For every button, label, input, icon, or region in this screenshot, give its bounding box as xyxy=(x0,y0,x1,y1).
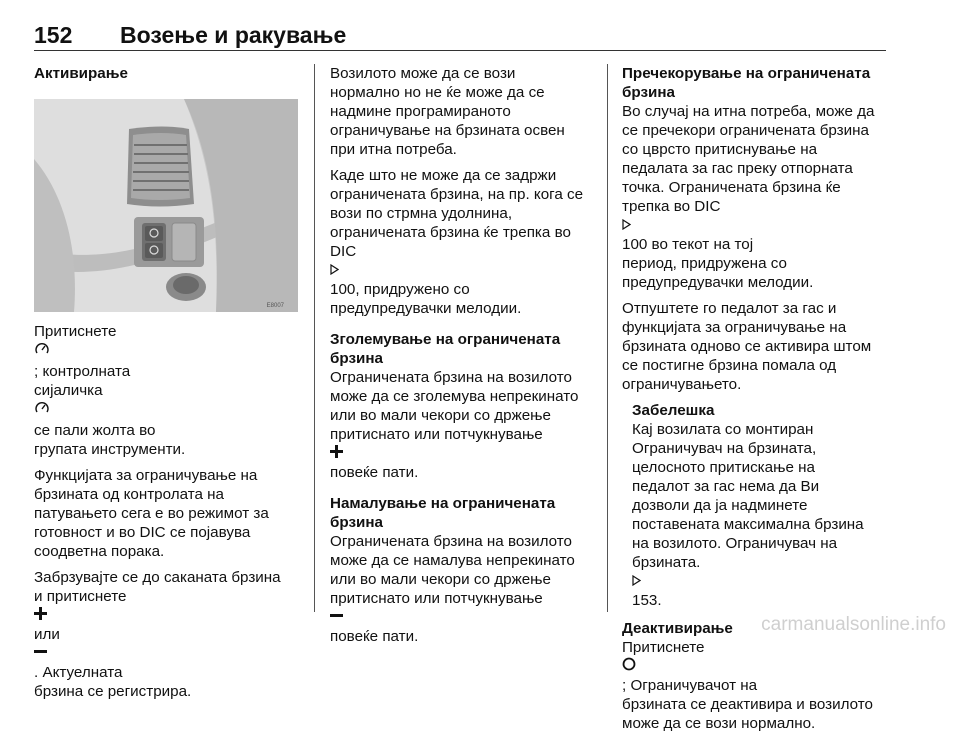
paragraph-exceed: Во случај на итна потреба, може да се пречекори ограничената брзина со цврсто притиснување на педалата за гас преку отпорната точка. Ограничената брзина ќе трепка во DIC 100 во текот на тој период, придружена со предупредувачки мелодии. xyxy=(622,102,892,292)
header-rule xyxy=(34,50,886,51)
paragraph-increase: Ограничената брзина на возилото може да се зголемува непрекинато или во мали чекори со држење притиснато или потчукнување повеќе пати. xyxy=(330,368,594,482)
paragraph-standby: Функцијата за ограничување на брзината од контролата на патувањето сега е во режимот за готовност и во DIC се појавува соодветна порака. xyxy=(34,467,269,560)
reference-arrow-icon xyxy=(330,261,594,280)
minus-icon xyxy=(34,644,300,663)
column-divider-1 xyxy=(314,64,315,612)
column-divider-2 xyxy=(607,64,608,612)
heading-exceed: Пречекорување на ограничената брзина xyxy=(622,65,871,101)
heading-activation: Активирање xyxy=(34,65,128,82)
paragraph-release: Отпуштете го педалот за гас и функцијата за ограничување на брзината одново се активира штом се постигне брзина помала од ограничувањето. xyxy=(622,300,872,393)
plus-icon xyxy=(34,606,300,625)
plus-icon xyxy=(330,444,594,463)
chapter-title: Возење и ракување xyxy=(120,22,347,48)
reference-arrow-icon xyxy=(622,216,892,235)
column-3 xyxy=(622,64,892,740)
section-decrease xyxy=(330,494,594,646)
speed-limiter-icon xyxy=(34,341,300,362)
paragraph-drive-normally: Возилото може да се вози нормално но не ќе може да се надмине програмираното ограничување на брзината освен при итна потреба. xyxy=(330,65,565,158)
column-2 xyxy=(330,64,594,653)
paragraph-downhill: Каде што не може да се задржи ограничената брзина, на пр. кога се вози по стрмна удолнина, ограничената брзина ќе трепка во DIC 100, придружено со предупредувачки мелодии. xyxy=(330,166,594,318)
heading-deactivation: Деактивирање xyxy=(622,620,733,637)
minus-icon xyxy=(330,608,594,627)
image-code: E8007 xyxy=(266,303,284,309)
section-deactivation xyxy=(622,619,892,733)
paragraph-set-speed: Забрзувајте се до саканата брзина и притиснете или . Актуелната брзина се регистрира. xyxy=(34,568,300,701)
reference-arrow-icon xyxy=(632,572,892,591)
heading-decrease: Намалување на ограничената брзина xyxy=(330,495,556,531)
paragraph-decrease: Ограничената брзина на возилото може да се намалува непрекинато или во мали чекори со држење притиснато или потчукнување повеќе пати. xyxy=(330,532,594,646)
note-box: Забелешка Кај возилата со монтиран Ограничувач на брзината, целосното притискање на педалот за гас нема да Ви дозволи да ја надминете поставената максимална брзина на возилото. Ограничувач на брзината. 153. xyxy=(632,401,892,610)
section-increase xyxy=(330,330,594,482)
column-1 xyxy=(34,64,300,708)
paragraph-deactivate: Притиснете ; Ограничувачот на брзината се деактивира и возилото може да се вози нормално. xyxy=(622,638,892,733)
page-header xyxy=(34,22,886,48)
page-number: 152 xyxy=(34,22,73,48)
heading-increase: Зголемување на ограничената брзина xyxy=(330,331,561,367)
watermark: carmanualsonline.info xyxy=(761,614,946,635)
note-heading: Забелешка xyxy=(632,402,715,419)
circle-off-icon xyxy=(622,657,892,676)
paragraph-press-activate: Притиснете ; контролната сијаличка се пали жолта во групата инструменти. xyxy=(34,322,300,459)
speed-limiter-icon xyxy=(34,400,300,421)
dashboard-illustration xyxy=(34,99,298,312)
